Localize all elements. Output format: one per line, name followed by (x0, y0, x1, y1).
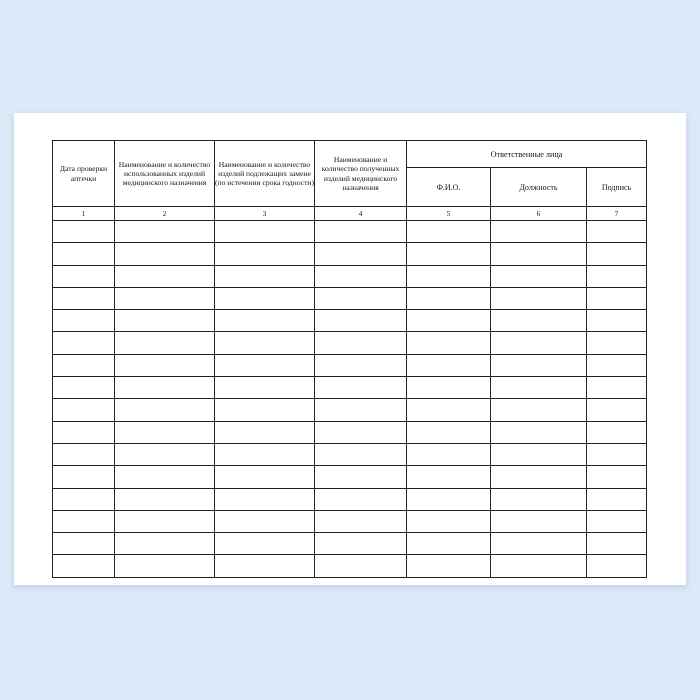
table-cell-empty[interactable] (215, 332, 315, 354)
table-row (53, 243, 647, 265)
table-cell-empty[interactable] (407, 399, 491, 421)
table-cell-empty[interactable] (587, 443, 647, 465)
table-cell-empty[interactable] (587, 399, 647, 421)
table-cell-empty[interactable] (115, 510, 215, 532)
journal-table (52, 140, 647, 578)
table-cell-empty[interactable] (215, 443, 315, 465)
column-header-used-items: Наименование и количество использованных изделий медицинского назначения (115, 141, 215, 207)
table-cell-empty[interactable] (407, 466, 491, 488)
table-cell-empty[interactable] (491, 488, 587, 510)
table-cell-empty[interactable] (491, 287, 587, 309)
table-row (53, 533, 647, 555)
column-number-2: 2 (115, 207, 215, 221)
journal-sheet (52, 140, 646, 558)
table-cell-empty[interactable] (215, 399, 315, 421)
table-cell-empty[interactable] (491, 399, 587, 421)
table-cell-empty[interactable] (115, 287, 215, 309)
table-cell-empty[interactable] (115, 265, 215, 287)
table-cell-empty[interactable] (407, 377, 491, 399)
table-cell-empty[interactable] (215, 287, 315, 309)
column-number-3: 3 (215, 207, 315, 221)
table-cell-empty[interactable] (315, 466, 407, 488)
table-cell-empty[interactable] (315, 533, 407, 555)
table-cell-empty[interactable] (491, 310, 587, 332)
column-header-date: Дата проверки аптечки (53, 141, 115, 207)
column-header-signature: Подпись (587, 168, 647, 207)
table-cell-empty[interactable] (491, 466, 587, 488)
table-cell-empty[interactable] (115, 243, 215, 265)
table-row (53, 377, 647, 399)
table-row (53, 443, 647, 465)
table-cell-empty[interactable] (53, 221, 115, 243)
table-cell-empty[interactable] (407, 488, 491, 510)
table-cell-empty[interactable] (115, 377, 215, 399)
table-cell-empty[interactable] (115, 221, 215, 243)
table-cell-empty[interactable] (115, 466, 215, 488)
table-cell-empty[interactable] (53, 555, 115, 577)
table-cell-empty[interactable] (53, 399, 115, 421)
table-row (53, 510, 647, 532)
table-cell-empty[interactable] (215, 377, 315, 399)
table-cell-empty[interactable] (215, 533, 315, 555)
table-cell-empty[interactable] (215, 421, 315, 443)
table-cell-empty[interactable] (491, 221, 587, 243)
table-cell-empty[interactable] (491, 555, 587, 577)
table-cell-empty[interactable] (407, 533, 491, 555)
table-cell-empty[interactable] (587, 354, 647, 376)
table-cell-empty[interactable] (491, 243, 587, 265)
table-cell-empty[interactable] (215, 510, 315, 532)
table-cell-empty[interactable] (315, 510, 407, 532)
table-cell-empty[interactable] (587, 421, 647, 443)
table-cell-empty[interactable] (407, 243, 491, 265)
table-cell-empty[interactable] (53, 533, 115, 555)
table-cell-empty[interactable] (587, 265, 647, 287)
table-cell-empty[interactable] (115, 310, 215, 332)
table-body (53, 221, 647, 578)
table-cell-empty[interactable] (491, 265, 587, 287)
table-row (53, 421, 647, 443)
table-cell-empty[interactable] (587, 332, 647, 354)
header-row-main (53, 141, 647, 168)
table-cell-empty[interactable] (315, 310, 407, 332)
table-cell-empty[interactable] (115, 332, 215, 354)
table-cell-empty[interactable] (407, 265, 491, 287)
column-group-header-responsible: Ответственные лица (407, 141, 647, 168)
table-cell-empty[interactable] (491, 510, 587, 532)
table-cell-empty[interactable] (115, 421, 215, 443)
table-cell-empty[interactable] (53, 354, 115, 376)
table-cell-empty[interactable] (53, 287, 115, 309)
table-cell-empty[interactable] (115, 488, 215, 510)
table-cell-empty[interactable] (491, 377, 587, 399)
table-cell-empty[interactable] (215, 488, 315, 510)
table-cell-empty[interactable] (315, 443, 407, 465)
table-cell-empty[interactable] (491, 354, 587, 376)
table-cell-empty[interactable] (315, 332, 407, 354)
table-cell-empty[interactable] (115, 399, 215, 421)
table-row (53, 399, 647, 421)
table-row (53, 488, 647, 510)
column-header-received-items: Наименование и количество полученных изделий медицинского назначения (315, 141, 407, 207)
table-cell-empty[interactable] (53, 243, 115, 265)
table-cell-empty[interactable] (315, 488, 407, 510)
table-cell-empty[interactable] (53, 310, 115, 332)
table-cell-empty[interactable] (115, 555, 215, 577)
table-cell-empty[interactable] (53, 421, 115, 443)
table-cell-empty[interactable] (315, 399, 407, 421)
table-row (53, 354, 647, 376)
table-cell-empty[interactable] (491, 533, 587, 555)
table-cell-empty[interactable] (587, 287, 647, 309)
table-cell-empty[interactable] (315, 265, 407, 287)
column-number-1: 1 (53, 207, 115, 221)
document-page (14, 113, 686, 585)
table-cell-empty[interactable] (315, 287, 407, 309)
table-cell-empty[interactable] (215, 221, 315, 243)
table-cell-empty[interactable] (215, 265, 315, 287)
table-cell-empty[interactable] (53, 488, 115, 510)
table-cell-empty[interactable] (215, 243, 315, 265)
table-cell-empty[interactable] (407, 310, 491, 332)
table-cell-empty[interactable] (215, 310, 315, 332)
table-row (53, 555, 647, 577)
table-cell-empty[interactable] (587, 221, 647, 243)
table-cell-empty[interactable] (587, 310, 647, 332)
table-cell-empty[interactable] (215, 555, 315, 577)
column-number-4: 4 (315, 207, 407, 221)
table-cell-empty[interactable] (587, 555, 647, 577)
table-cell-empty[interactable] (587, 377, 647, 399)
table-cell-empty[interactable] (315, 555, 407, 577)
table-row (53, 332, 647, 354)
column-header-position: Должность (491, 168, 587, 207)
table-cell-empty[interactable] (407, 510, 491, 532)
column-number-7: 7 (587, 207, 647, 221)
table-cell-empty[interactable] (491, 421, 587, 443)
table-cell-empty[interactable] (407, 354, 491, 376)
table-cell-empty[interactable] (587, 510, 647, 532)
table-cell-empty[interactable] (53, 466, 115, 488)
table-row (53, 265, 647, 287)
table-row (53, 466, 647, 488)
table-cell-empty[interactable] (53, 443, 115, 465)
table-row (53, 287, 647, 309)
table-cell-empty[interactable] (215, 466, 315, 488)
table-cell-empty[interactable] (53, 332, 115, 354)
table-cell-empty[interactable] (491, 443, 587, 465)
table-cell-empty[interactable] (215, 354, 315, 376)
header-row-numbers (53, 207, 647, 221)
table-cell-empty[interactable] (53, 265, 115, 287)
table-cell-empty[interactable] (53, 510, 115, 532)
column-header-replace-items: Наименование и количество изделий подлежащих замене (по истечении срока годности) (215, 141, 315, 207)
table-cell-empty[interactable] (407, 555, 491, 577)
table-cell-empty[interactable] (407, 332, 491, 354)
table-cell-empty[interactable] (115, 533, 215, 555)
column-number-5: 5 (407, 207, 491, 221)
table-cell-empty[interactable] (407, 287, 491, 309)
table-cell-empty[interactable] (315, 421, 407, 443)
table-cell-empty[interactable] (315, 221, 407, 243)
table-cell-empty[interactable] (315, 243, 407, 265)
table-header (53, 141, 647, 221)
table-cell-empty[interactable] (407, 421, 491, 443)
table-cell-empty[interactable] (115, 354, 215, 376)
table-cell-empty[interactable] (315, 377, 407, 399)
table-cell-empty[interactable] (587, 243, 647, 265)
table-cell-empty[interactable] (407, 221, 491, 243)
table-row (53, 221, 647, 243)
table-cell-empty[interactable] (491, 332, 587, 354)
table-cell-empty[interactable] (315, 354, 407, 376)
table-row (53, 310, 647, 332)
table-cell-empty[interactable] (587, 533, 647, 555)
table-cell-empty[interactable] (587, 488, 647, 510)
column-header-fio: Ф.И.О. (407, 168, 491, 207)
table-cell-empty[interactable] (587, 466, 647, 488)
table-cell-empty[interactable] (53, 377, 115, 399)
table-cell-empty[interactable] (115, 443, 215, 465)
table-cell-empty[interactable] (407, 443, 491, 465)
column-number-6: 6 (491, 207, 587, 221)
